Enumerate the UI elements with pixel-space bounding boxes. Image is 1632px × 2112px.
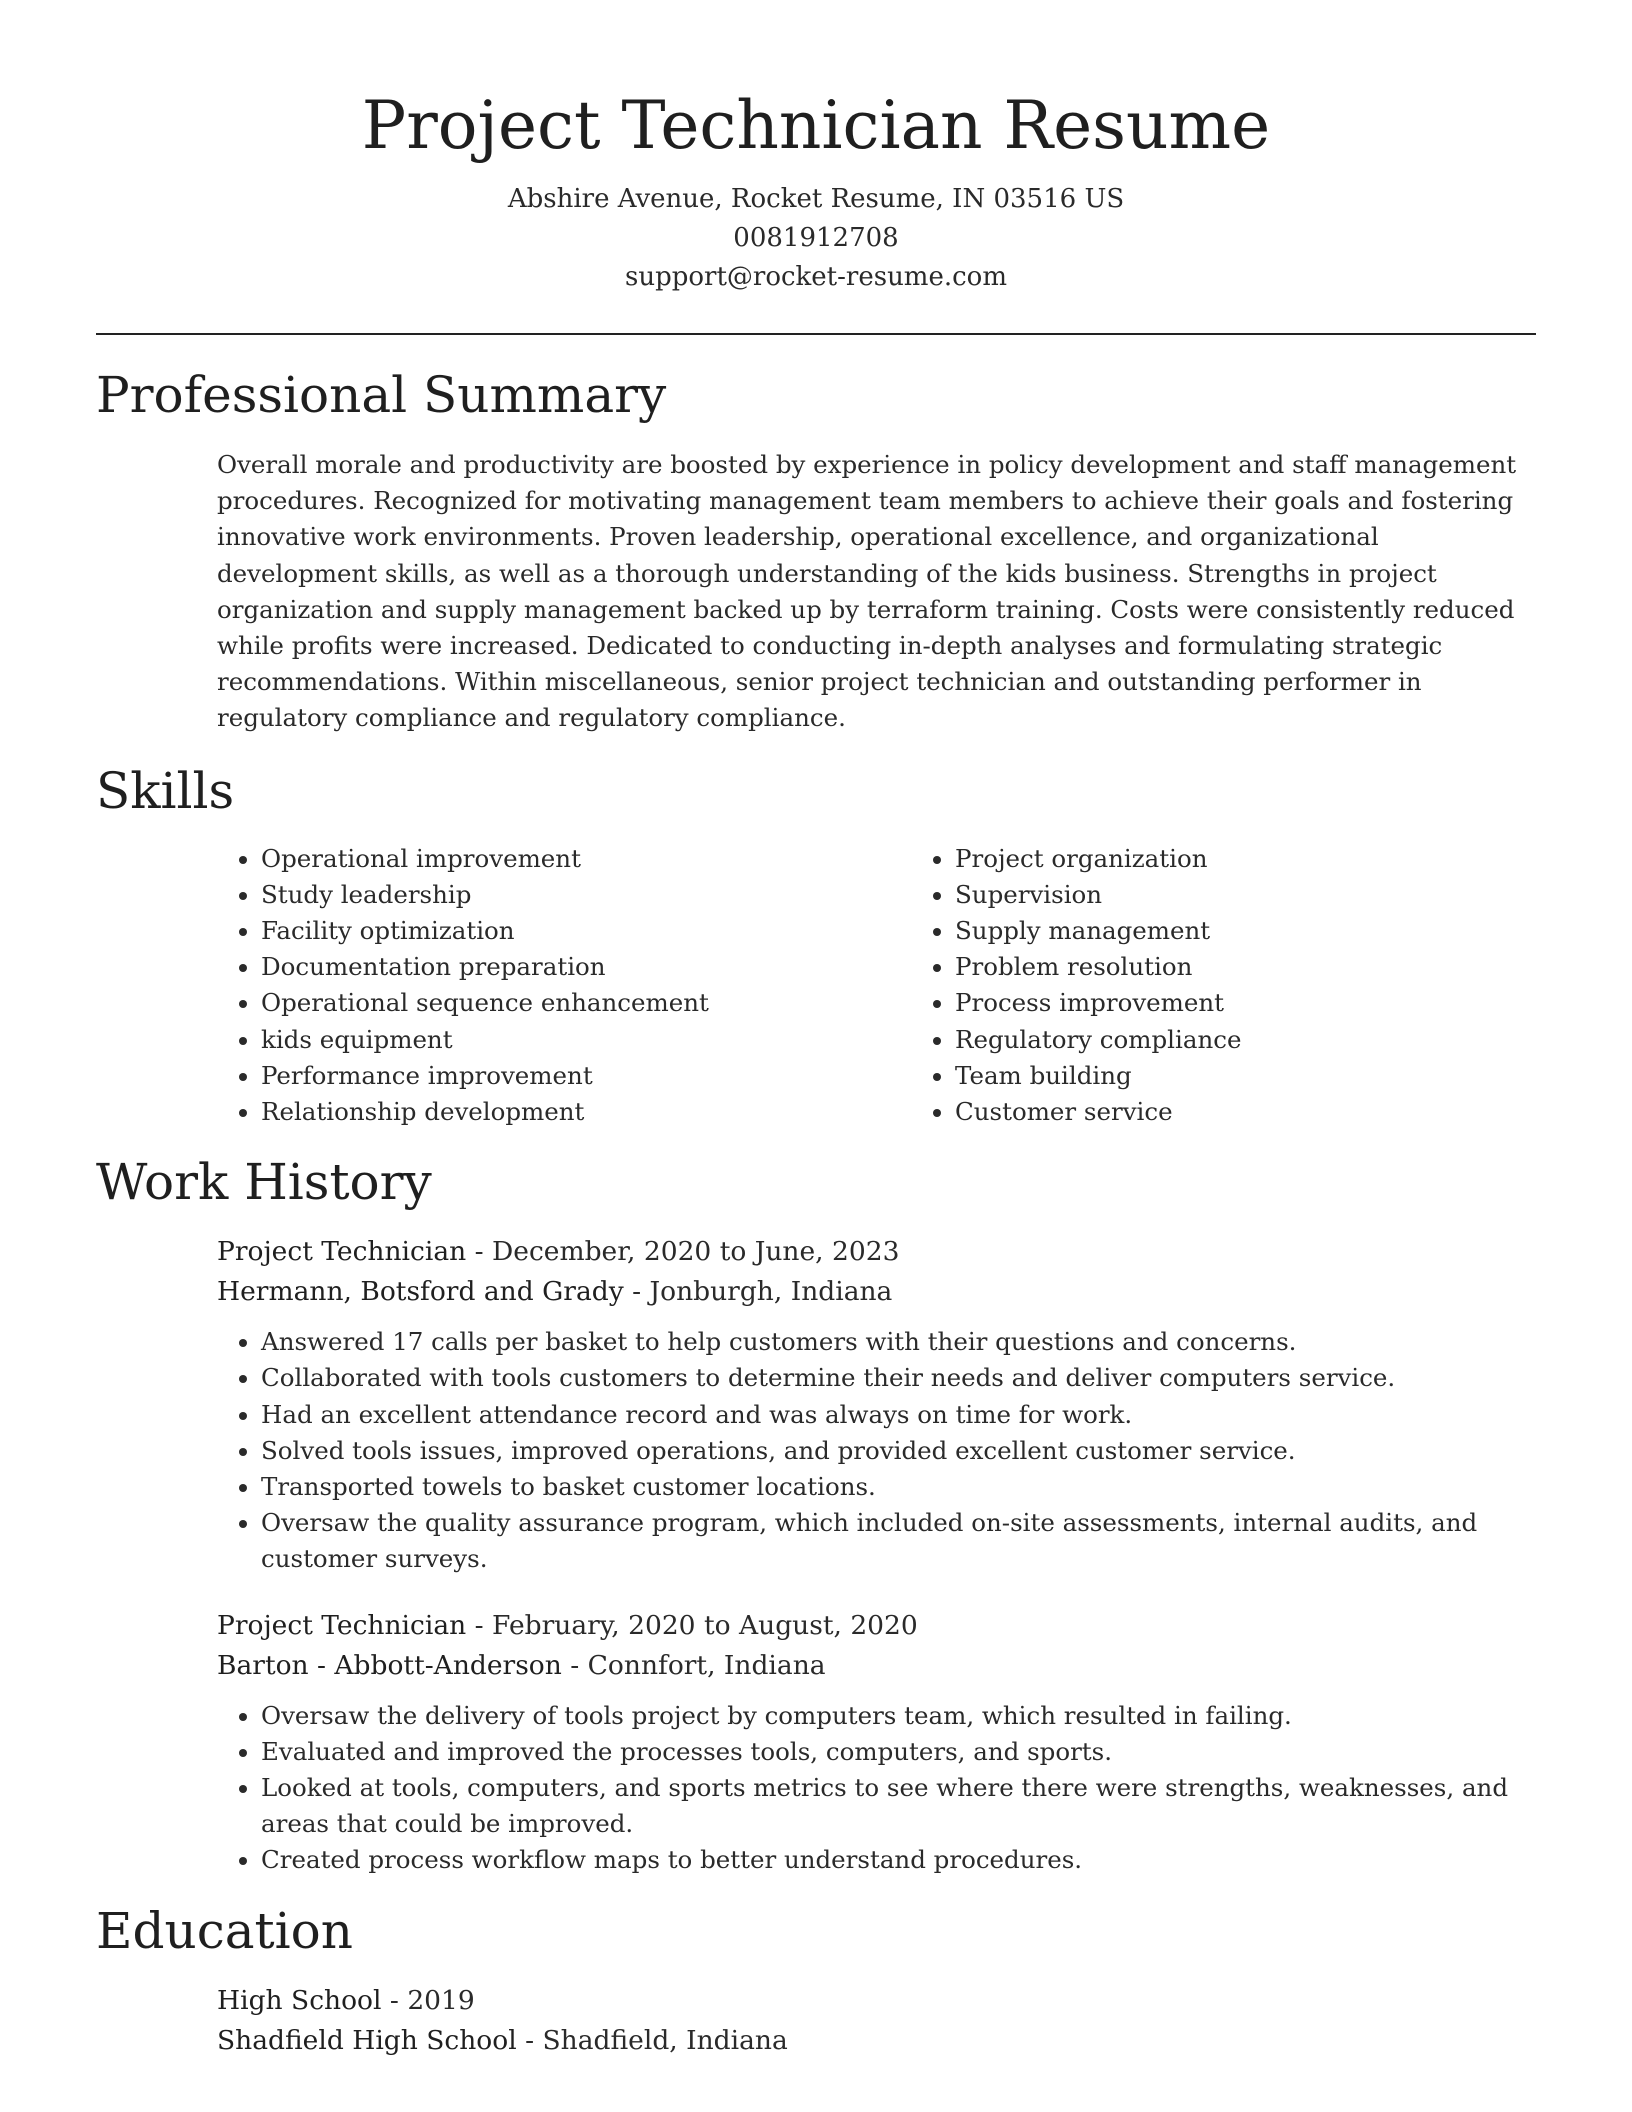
skill-item: • Documentation preparation — [261, 949, 911, 985]
skills-section — [96, 759, 1536, 1131]
contact-phone: 0081912708 — [733, 223, 899, 253]
job-bullet: • Looked at tools, computers, and sports metrics to see where there were strengths, weaknesses, and areas that could be improved. — [261, 1770, 1536, 1842]
contact-email: support@rocket-resume.com — [624, 262, 1007, 292]
job-bullet: • Created process workflow maps to better understand procedures. — [261, 1842, 1536, 1878]
summary-text: Overall morale and productivity are boosted by experience in policy development and staff management procedures. Recognized for motivating management team members to achieve their goals and fostering innovative work environments. Proven leadership, operational excellence, and organizational development skills, as well as a thorough understanding of the kids business. Strengths in project organization and supply management backed up by terraform training. Costs were consistently reduced while profits were increased. Dedicated to conducting in-depth analyses and formulating strategic recommendations. Within miscellaneous, senior project technician and outstanding performer in regulatory compliance and regulatory compliance. — [217, 450, 1517, 733]
skill-item: • Performance improvement — [261, 1058, 911, 1094]
job-dates: December, 2020 to June, 2023 — [492, 1236, 900, 1268]
skills-list-right — [911, 841, 1515, 1131]
job-title: Project Technician — [217, 1609, 467, 1641]
job-bullets — [217, 1324, 1536, 1577]
section-heading-education: Education — [96, 1901, 353, 1960]
education-school: Shadfield High School — [217, 2024, 517, 2056]
skill-item: • Process improvement — [955, 985, 1515, 1021]
work-history-section — [96, 1150, 1536, 1878]
job-bullet: • Oversaw the delivery of tools project by computers team, which resulted in failing. — [261, 1698, 1536, 1734]
job-title-line: Project Technician - February, 2020 to August, 2020 — [217, 1609, 918, 1641]
job-bullet: • Oversaw the quality assurance program, which included on-site assessments, internal audits, and customer surveys. — [261, 1505, 1536, 1577]
job-company: Hermann, Botsford and Grady — [217, 1276, 624, 1308]
resume-title: Project Technician Resume — [361, 87, 1271, 164]
job-dates: February, 2020 to August, 2020 — [492, 1609, 918, 1641]
skill-item: • Operational improvement — [261, 841, 911, 877]
skills-list-left — [217, 841, 911, 1131]
job-bullet: • Had an excellent attendance record and was always on time for work. — [261, 1397, 1536, 1433]
section-heading-work: Work History — [96, 1153, 432, 1212]
education-school-line: Shadfield High School - Shadfield, Indiana — [217, 2024, 788, 2056]
contact-block — [96, 180, 1536, 297]
skill-item: • Relationship development — [261, 1094, 911, 1130]
header-divider — [96, 333, 1536, 335]
job-bullet: • Evaluated and improved the processes tools, computers, and sports. — [261, 1734, 1536, 1770]
skills-columns — [217, 841, 1536, 1131]
skill-item: • Supervision — [955, 877, 1515, 913]
job-title: Project Technician — [217, 1236, 467, 1268]
skill-item: • Problem resolution — [955, 949, 1515, 985]
skill-item: • Customer service — [955, 1094, 1515, 1130]
skill-item: • Project organization — [955, 841, 1515, 877]
education-degree: High School — [217, 1984, 382, 2016]
skill-item: • kids equipment — [261, 1022, 911, 1058]
skill-item: • Facility optimization — [261, 913, 911, 949]
contact-address: Abshire Avenue, Rocket Resume, IN 03516 US — [507, 184, 1125, 214]
job-entry — [217, 1232, 1536, 1577]
job-location: Jonburgh, Indiana — [649, 1276, 893, 1308]
job-bullet: • Transported towels to basket customer locations. — [261, 1469, 1536, 1505]
job-location: Connfort, Indiana — [587, 1649, 826, 1681]
education-section — [96, 1899, 1536, 2061]
job-entry — [217, 1606, 1536, 1879]
skill-item: • Supply management — [955, 913, 1515, 949]
job-title-line: Project Technician - December, 2020 to June, 2023 — [217, 1236, 900, 1268]
section-heading-skills: Skills — [96, 761, 235, 820]
job-company-line: Barton - Abbott-Anderson - Connfort, Indiana — [217, 1649, 826, 1681]
skill-item: • Study leadership — [261, 877, 911, 913]
education-location: Shadfield, Indiana — [542, 2024, 788, 2056]
skill-item: • Team building — [955, 1058, 1515, 1094]
job-bullet: • Solved tools issues, improved operations, and provided excellent customer service. — [261, 1433, 1536, 1469]
job-bullet: • Collaborated with tools customers to determine their needs and deliver computers service. — [261, 1360, 1536, 1396]
education-year: 2019 — [407, 1984, 475, 2016]
job-bullet: • Answered 17 calls per basket to help customers with their questions and concerns. — [261, 1324, 1536, 1360]
job-company: Barton - Abbott-Anderson — [217, 1649, 562, 1681]
education-degree-line: High School - 2019 — [217, 1984, 475, 2016]
job-bullets — [217, 1698, 1536, 1879]
skill-item: • Regulatory compliance — [955, 1022, 1515, 1058]
education-entry — [217, 1981, 1536, 2061]
professional-summary-section — [96, 363, 1536, 737]
section-heading-summary: Professional Summary — [96, 366, 667, 424]
skill-item: • Operational sequence enhancement — [261, 985, 911, 1021]
job-company-line: Hermann, Botsford and Grady - Jonburgh, Indiana — [217, 1276, 893, 1308]
